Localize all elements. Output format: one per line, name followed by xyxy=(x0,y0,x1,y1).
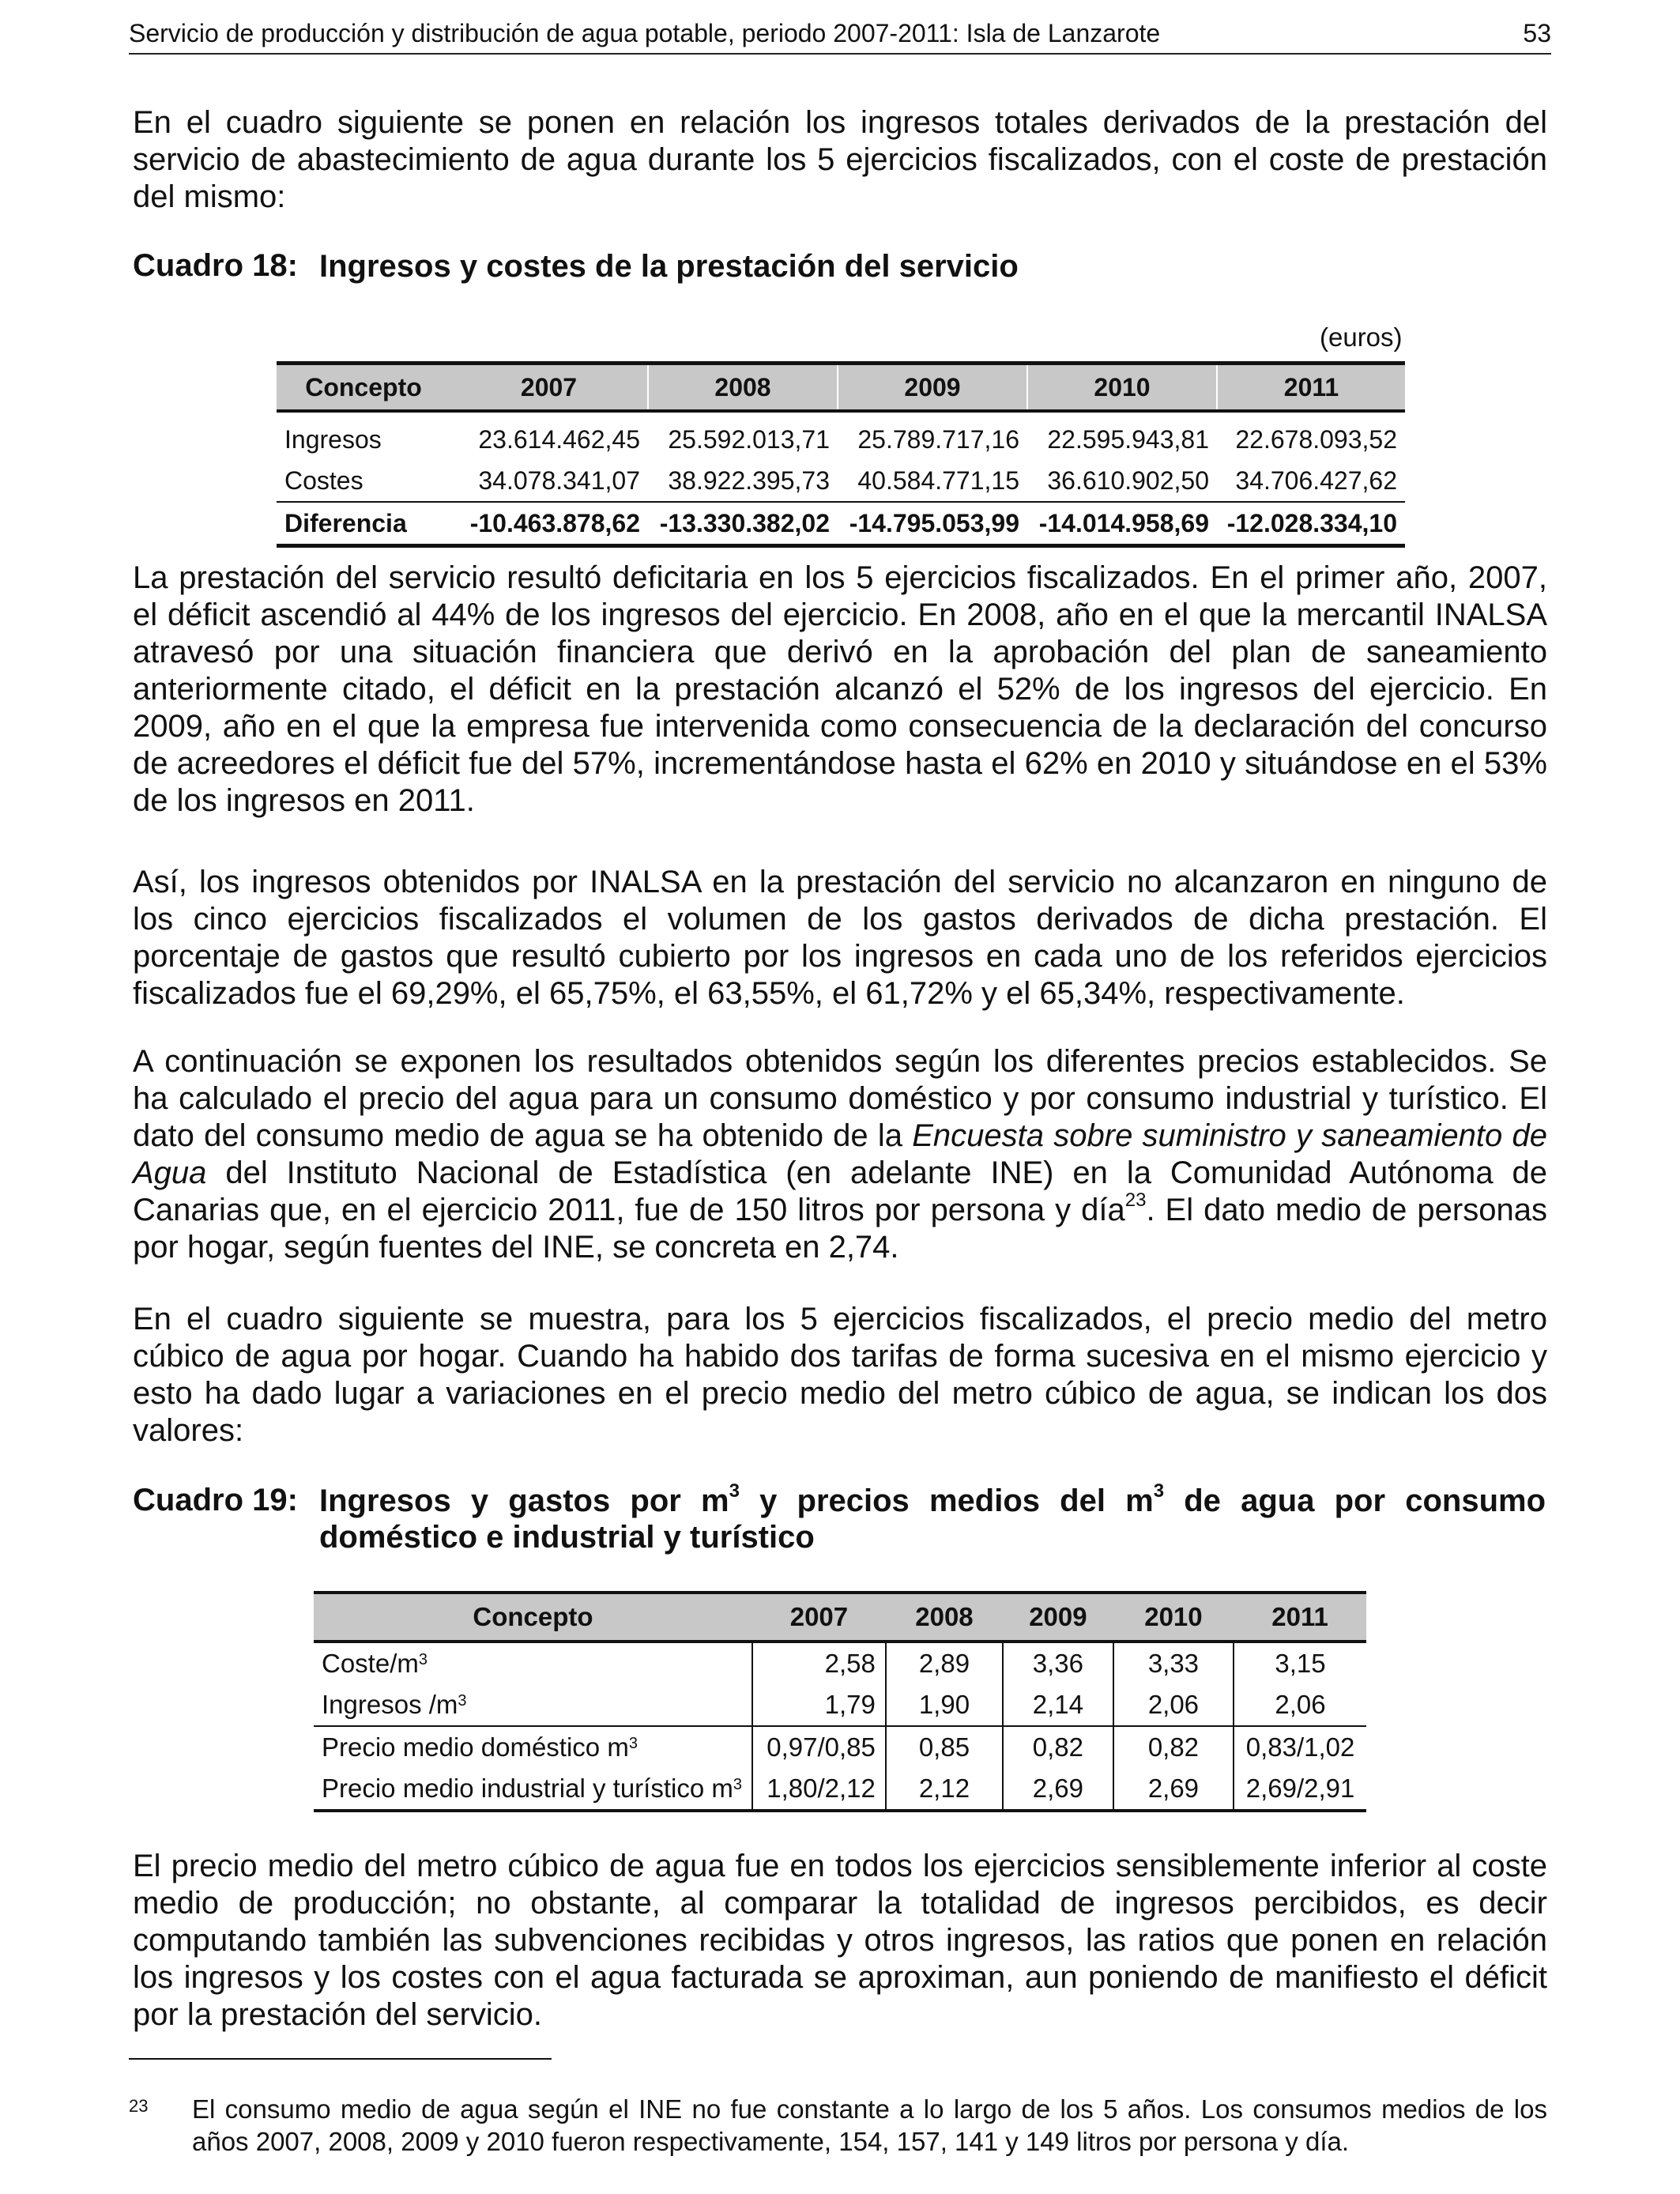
table-cell: 0,82 xyxy=(1113,1726,1234,1768)
table-header-row xyxy=(314,1593,1366,1642)
column-header: Concepto xyxy=(314,1593,752,1642)
table-cell: 2,69 xyxy=(1113,1768,1234,1811)
table-cell: 0,85 xyxy=(886,1726,1003,1768)
row-label-text: Precio medio doméstico m xyxy=(322,1732,629,1762)
table-cell: -14.795.053,99 xyxy=(838,502,1027,546)
table-row xyxy=(277,460,1405,502)
row-label xyxy=(314,1684,752,1726)
table-cell: 0,97/0,85 xyxy=(752,1726,886,1768)
table-cell: 0,82 xyxy=(1003,1726,1113,1768)
table-cell: -10.463.878,62 xyxy=(450,502,648,546)
row-label-text: Precio medio industrial y turístico m xyxy=(322,1774,733,1803)
footnote-mark: 23 xyxy=(129,2096,149,2116)
table-cell: 1,90 xyxy=(886,1684,1003,1726)
table-cell: 3,36 xyxy=(1003,1642,1113,1684)
paragraph-intro: En el cuadro siguiente se ponen en relación los ingresos totales derivados de la prestación del servicio de abastecimiento de agua durante los 5 ejercicios fiscalizados, con el coste de prestación del mismo: xyxy=(133,105,1547,214)
table-cell: 1,80/2,12 xyxy=(752,1768,886,1811)
table-row xyxy=(277,411,1405,460)
table-cell: 36.610.902,50 xyxy=(1047,466,1209,495)
table-cell: 22.678.093,52 xyxy=(1235,424,1397,454)
table-cell: 2,58 xyxy=(752,1642,886,1684)
row-label xyxy=(314,1726,752,1768)
cuadro18-label: Cuadro 18: xyxy=(133,248,298,283)
text-run: de agua por consumo doméstico e industrial y turístico xyxy=(319,1483,1546,1555)
table-row xyxy=(314,1684,1366,1726)
table-cell: -14.014.958,69 xyxy=(1027,502,1217,546)
survey-title: Encuesta sobre suministro y saneamiento de Agua xyxy=(133,1118,1547,1190)
superscript: 3 xyxy=(628,1735,638,1752)
column-header: 2008 xyxy=(886,1593,1003,1642)
row-label xyxy=(314,1642,752,1684)
row-label xyxy=(314,1768,752,1811)
footnote-text: El consumo medio de agua según el INE no fue constante a lo largo de los 5 años. Los consumos medios de los años 2007, 2008, 2009 y 2010 fueron respectivamente, 154, 157, 141 y 149 litros por persona y día. xyxy=(192,2094,1547,2156)
superscript: 3 xyxy=(1153,1480,1165,1502)
column-header: 2010 xyxy=(1113,1593,1234,1642)
table-cell: 0,83/1,02 xyxy=(1234,1726,1366,1768)
table-cell: -13.330.382,02 xyxy=(648,502,838,546)
row-label-text: Ingresos /m xyxy=(322,1690,458,1719)
paragraph-table-intro: En el cuadro siguiente se muestra, para los 5 ejercicios fiscalizados, el precio medio del metro cúbico de agua por hogar. Cuando ha habido dos tarifas de forma sucesiva en el mismo ejercicio y esto ha dado lugar a variaciones en el precio medio del metro cúbico de agua, se indican los dos valores: xyxy=(133,1302,1547,1448)
table-cell: 25.789.717,16 xyxy=(857,424,1019,454)
header-title: Servicio de producción y distribución de agua potable, periodo 2007-2011: Isla de Lanzarote xyxy=(129,19,1161,47)
table-cell: 2,06 xyxy=(1234,1684,1366,1726)
table-row xyxy=(314,1768,1366,1811)
footnote-divider xyxy=(129,2058,552,2060)
cuadro18-units: (euros) xyxy=(1320,322,1403,352)
column-header: 2011 xyxy=(1217,364,1405,412)
column-header: 2009 xyxy=(838,364,1027,412)
row-label: Diferencia xyxy=(277,502,450,546)
table-cell: 40.584.771,15 xyxy=(857,466,1019,495)
table-cell: 34.706.427,62 xyxy=(1235,466,1397,495)
column-header: 2008 xyxy=(648,364,838,412)
cuadro19-title xyxy=(319,1480,1546,1555)
cuadro19-label: Cuadro 19: xyxy=(133,1483,298,1517)
text-run: Ingresos y gastos por m xyxy=(319,1483,729,1518)
row-label: Costes xyxy=(284,466,363,495)
column-header: 2009 xyxy=(1003,1593,1113,1642)
paragraph-deficit: La prestación del servicio resultó deficitaria en los 5 ejercicios fiscalizados. En el primer año, 2007, el déficit ascendió al 44% de los ingresos del ejercicio. En 2008, año en el que la mercantil INALSA atravesó por una situación financiera que derivó en la aprobación del plan de saneamiento anteriormente citado, el déficit en la prestación alcanzó el 52% de los ingresos del ejercicio. En 2009, año en el que la empresa fue intervenida como consecuencia de la declaración del concurso de acreedores el déficit fue del 57%, incrementándose hasta el 62% en 2010 y situándose en el 53% de los ingresos en 2011. xyxy=(133,560,1547,818)
cuadro18-title: Ingresos y costes de la prestación del servicio xyxy=(319,249,1019,284)
table-cell: 3,15 xyxy=(1234,1642,1366,1684)
table-header-row xyxy=(277,364,1405,412)
table-cell: 3,33 xyxy=(1113,1642,1234,1684)
superscript: 3 xyxy=(458,1692,467,1710)
text-run: del Instituto Nacional de Estadística (en adelante INE) en la Comunidad Autónoma de Canarias que, en el ejercicio 2011, fue de 150 litros por persona y día xyxy=(133,1155,1547,1227)
table-cell: 2,69/2,91 xyxy=(1234,1768,1366,1811)
table-cell: 34.078.341,07 xyxy=(478,466,640,495)
column-header: Concepto xyxy=(277,364,450,412)
table-cell: 2,06 xyxy=(1113,1684,1234,1726)
table-row-total xyxy=(277,502,1405,546)
text-run: . El dato medio de personas por hogar, según fuentes del INE, se concreta en 2,74. xyxy=(133,1193,1547,1265)
table-cell: 2,69 xyxy=(1003,1768,1113,1811)
table-cell: 2,89 xyxy=(886,1642,1003,1684)
cuadro18-table xyxy=(277,361,1405,548)
table-cell: 23.614.462,45 xyxy=(478,424,640,454)
paragraph-prices xyxy=(133,1043,1547,1266)
paragraph-coverage: Así, los ingresos obtenidos por INALSA en la prestación del servicio no alcanzaron en ninguno de los cinco ejercicios fiscalizados el volumen de los gastos derivados de dicha prestación. El porcentaje de gastos que resultó cubierto por los ingresos en cada uno de los referidos ejercicios fiscalizados fue el 69,29%, el 65,75%, el 63,55%, el 61,72% y el 65,34%, respectivamente. xyxy=(133,865,1547,1011)
column-header: 2011 xyxy=(1234,1593,1366,1642)
table-cell: 22.595.943,81 xyxy=(1047,424,1209,454)
superscript: 3 xyxy=(418,1651,428,1668)
paragraph-conclusion: El precio medio del metro cúbico de agua fue en todos los ejercicios sensiblemente inferior al coste medio de producción; no obstante, al comparar la totalidad de ingresos percibidos, es decir computando también las subvenciones recibidas y otros ingresos, las ratios que ponen en relación los ingresos y los costes con el agua facturada se aproximan, aun poniendo de manifiesto el déficit por la prestación del servicio. xyxy=(133,1849,1547,2032)
superscript: 3 xyxy=(733,1776,742,1793)
table-row xyxy=(314,1726,1366,1768)
table-cell: -12.028.334,10 xyxy=(1217,502,1405,546)
superscript: 3 xyxy=(729,1480,740,1502)
column-header: 2007 xyxy=(450,364,648,412)
column-header: 2007 xyxy=(752,1593,886,1642)
page-number: 53 xyxy=(1523,19,1551,47)
table-cell: 25.592.013,71 xyxy=(668,424,830,454)
table-cell: 2,14 xyxy=(1003,1684,1113,1726)
table-cell: 2,12 xyxy=(886,1768,1003,1811)
footnote-reference[interactable]: 23 xyxy=(1124,1189,1147,1211)
cuadro19-table xyxy=(314,1591,1366,1812)
row-label: Ingresos xyxy=(284,424,382,454)
text-run: y precios medios del m xyxy=(739,1483,1154,1518)
table-cell: 1,79 xyxy=(752,1684,886,1726)
table-cell: 38.922.395,73 xyxy=(668,466,830,495)
row-label-text: Coste/m xyxy=(322,1649,419,1678)
column-header: 2010 xyxy=(1027,364,1217,412)
page-header xyxy=(129,19,1551,55)
table-row xyxy=(314,1642,1366,1684)
text-run: A continuación se exponen los resultados obtenidos según los diferentes precios establecidos. Se ha calculado el precio del agua para un consumo doméstico y por consumo industrial y turístico. El dato del consumo medio de agua se ha obtenido de la xyxy=(133,1044,1547,1153)
